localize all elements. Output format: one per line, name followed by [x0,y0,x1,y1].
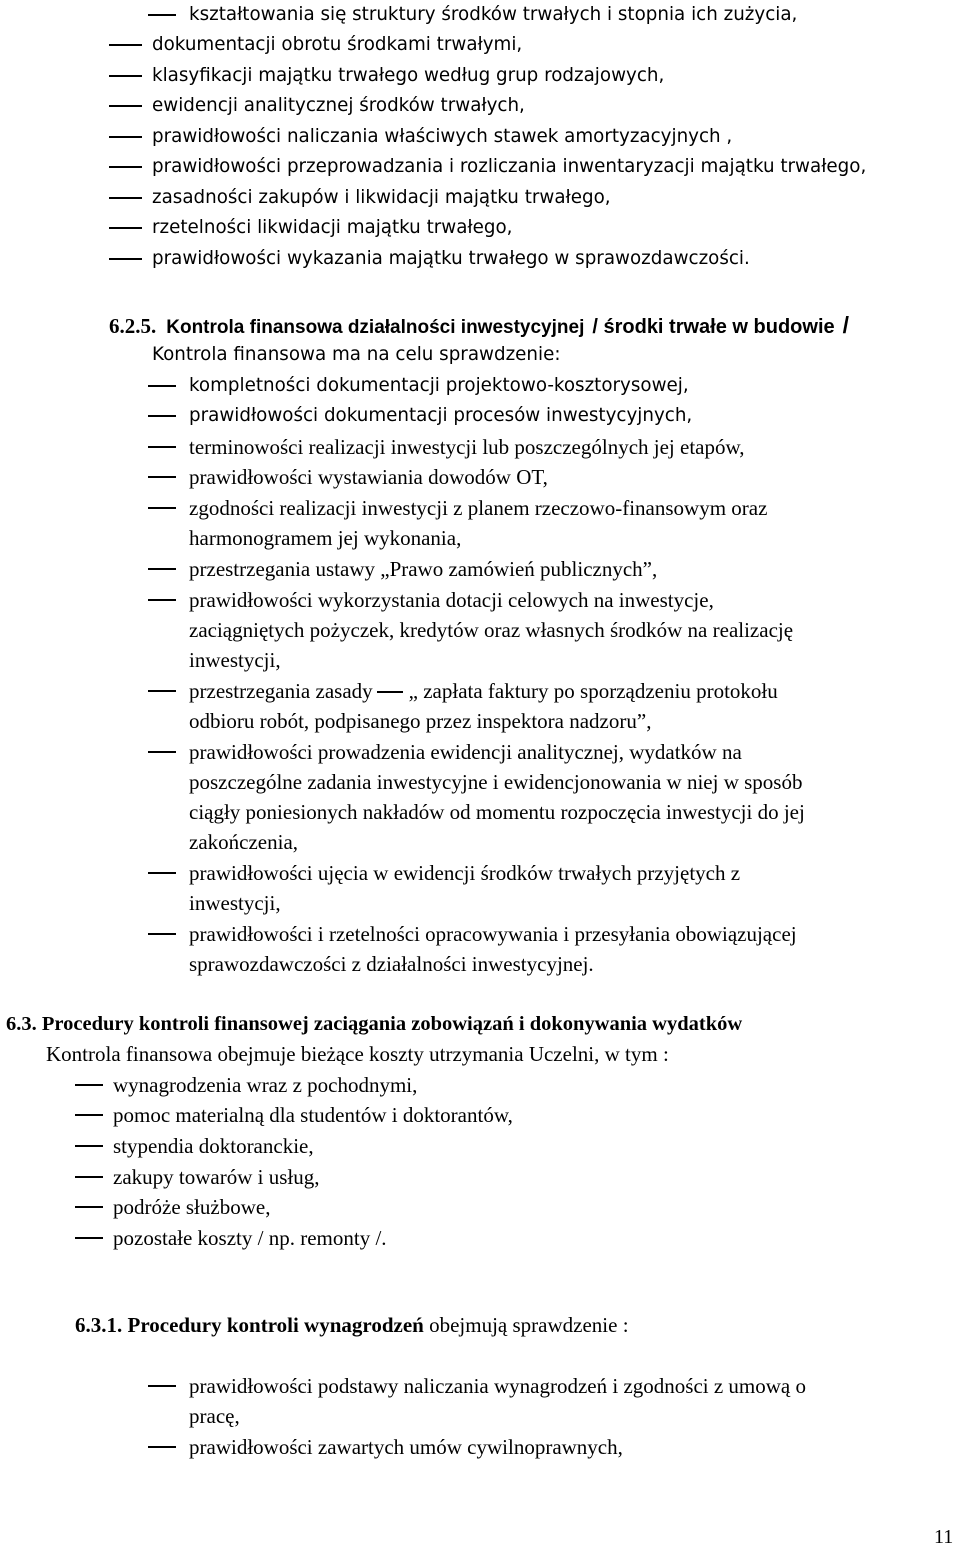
section-title: Kontrola finansowa działalności inwestycyjnej [166,317,585,338]
list-dash [148,599,176,601]
list-item: zasadności zakupów i likwidacji majątku trwałego, [152,187,611,208]
list-item: wynagrodzenia wraz z pochodnymi, [113,1073,418,1097]
list-dash [75,1206,103,1208]
list-item: zakupy towarów i usług, [113,1165,320,1189]
list-dash [148,446,176,448]
list-dash [75,1145,103,1147]
list-item: prawidłowości przeprowadzania i rozliczania inwentaryzacji majątku trwałego, [152,156,867,177]
section-heading-rest: obejmują sprawdzenie : [423,1313,629,1337]
list-item: pozostałe koszty / np. remonty /. [113,1226,387,1250]
list-item: zgodności realizacji inwestycji z planem rzeczowo-finansowym oraz [189,496,768,520]
list-item-continuation: odbioru robót, podpisanego przez inspektora nadzoru”, [189,709,652,733]
section-intro: Kontrola finansowa ma na celu sprawdzenie: [152,344,561,365]
list-dash [148,1385,176,1387]
list-item [189,676,778,706]
list-item-continuation: ciągły poniesionych nakładów od momentu rozpoczęcia inwestycji do jej [189,800,805,824]
list-item: dokumentacji obrotu środkami trwałymi, [152,34,523,55]
list-item: prawidłowości i rzetelności opracowywania i przesyłania obowiązującej [189,922,797,946]
list-dash [148,507,176,509]
inline-dash [377,691,403,693]
list-item: prawidłowości podstawy naliczania wynagrodzeń i zgodności z umową o [189,1374,806,1398]
list-item-continuation: inwestycji, [189,891,281,915]
list-dash [109,136,142,138]
list-dash [109,258,142,260]
list-dash [109,75,142,77]
list-item-continuation: harmonogramem jej wykonania, [189,526,462,550]
list-item: pomoc materialną dla studentów i doktorantów, [113,1103,513,1127]
list-item: prawidłowości wykorzystania dotacji celowych na inwestycje, [189,588,714,612]
list-dash [148,415,176,417]
list-dash [109,44,142,46]
list-item-text: przestrzegania zasady [189,679,373,703]
list-item-text: „ zapłata faktury po sporządzeniu protokołu [408,679,778,703]
list-item: prawidłowości zawartych umów cywilnoprawnych, [189,1435,623,1459]
list-item-continuation: zaciągniętych pożyczek, kredytów oraz własnych środków na realizację [189,618,794,642]
list-item: prawidłowości wykazania majątku trwałego w sprawozdawczości. [152,248,750,269]
section-title-slash: / [842,312,850,338]
list-dash [75,1237,103,1239]
section-number: 6.2.5. [109,314,157,338]
list-dash [109,105,142,107]
list-item: podróże służbowe, [113,1195,271,1219]
list-dash [148,476,176,478]
list-item: stypendia doktoranckie, [113,1134,314,1158]
list-item: prawidłowości wystawiania dowodów OT, [189,465,548,489]
list-dash [148,751,176,753]
list-item: przestrzegania ustawy „Prawo zamówień publicznych”, [189,557,658,581]
list-item: prawidłowości prowadzenia ewidencji analitycznej, wydatków na [189,740,742,764]
list-item-continuation: poszczególne zadania inwestycyjne i ewidencjonowania w niej w sposób [189,770,803,794]
page-number: 11 [934,1526,954,1548]
list-item-continuation: pracę, [189,1404,240,1428]
section-heading [75,1310,629,1340]
list-item: prawidłowości dokumentacji procesów inwestycyjnych, [189,405,693,426]
list-dash [148,568,176,570]
list-item-continuation: inwestycji, [189,648,281,672]
list-item: kompletności dokumentacji projektowo-kosztorysowej, [189,375,689,396]
list-item: klasyfikacji majątku trwałego według grup rodzajowych, [152,65,665,86]
section-heading: 6.3. Procedury kontroli finansowej zaciągania zobowiązań i dokonywania wydatków [6,1013,743,1035]
section-title-suffix: / środki trwałe w budowie [592,316,835,338]
list-dash [148,385,176,387]
list-item: terminowości realizacji inwestycji lub poszczególnych jej etapów, [189,435,745,459]
list-item: prawidłowości naliczania właściwych stawek amortyzacyjnych , [152,126,733,147]
section-heading-bold: 6.3.1. Procedury kontroli wynagrodzeń [75,1313,424,1337]
list-item: rzetelności likwidacji majątku trwałego, [152,217,513,238]
section-intro: Kontrola finansowa obejmuje bieżące koszty utrzymania Uczelni, w tym : [46,1042,669,1066]
list-dash [109,166,142,168]
list-dash [75,1114,103,1116]
list-dash [75,1084,103,1086]
list-dash [148,872,176,874]
list-dash [148,1446,176,1448]
list-dash [148,933,176,935]
list-dash [109,227,142,229]
list-dash [109,197,142,199]
list-dash [148,690,176,692]
list-item-continuation: zakończenia, [189,830,299,854]
section-heading [109,310,849,344]
list-dash [148,14,176,16]
list-dash [75,1176,103,1178]
list-item: ewidencji analitycznej środków trwałych, [152,95,525,116]
list-item-continuation: sprawozdawczości z działalności inwestycyjnej. [189,952,594,976]
list-item: prawidłowości ujęcia w ewidencji środków trwałych przyjętych z [189,861,741,885]
list-item: kształtowania się struktury środków trwałych i stopnia ich zużycia, [189,4,798,25]
